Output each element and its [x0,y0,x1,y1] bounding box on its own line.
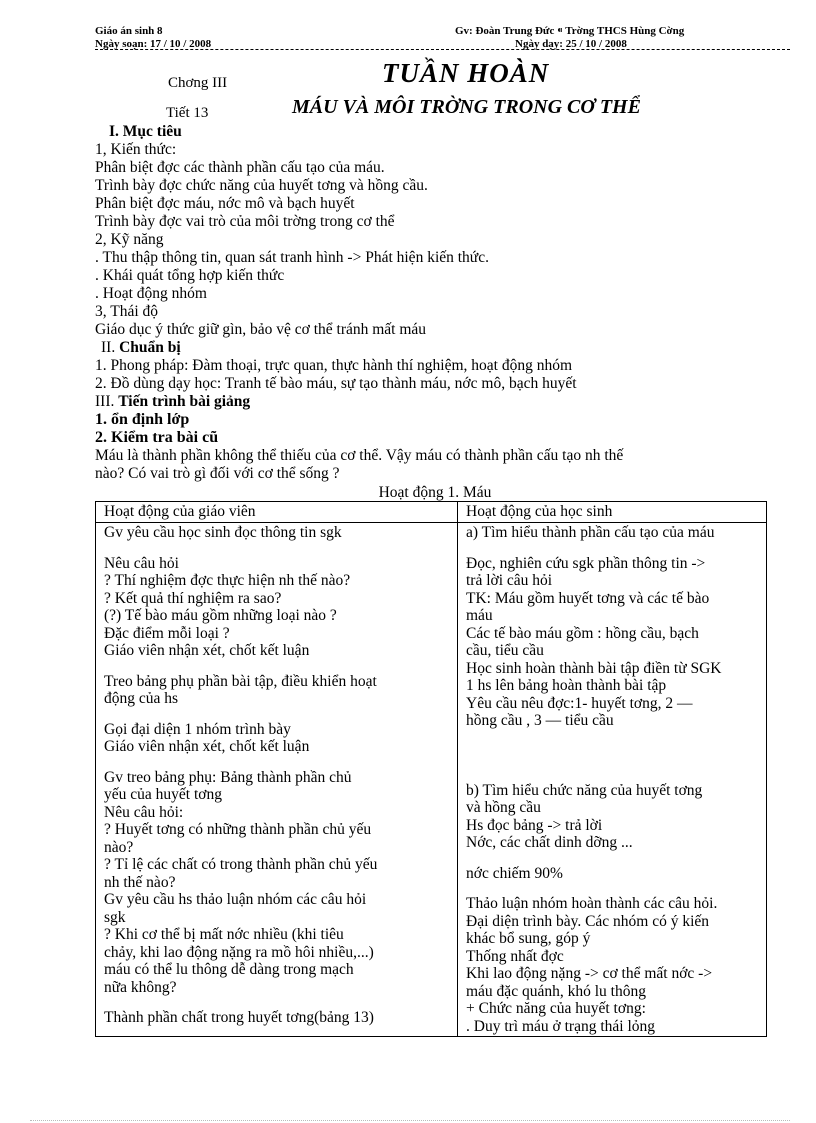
cell-line: sgk [104,908,126,926]
cell-line: Gv yêu cầu học sinh đọc thông tin sgk [104,524,342,541]
cell-line: máu [466,607,493,624]
cell-line: động của hs [104,690,179,707]
cell-line [466,852,758,865]
activity-title: Hoạt động 1. Máu [378,484,492,501]
cell-line: Đại diện trình bày. Các nhóm có ý kiến [466,912,710,930]
cell-line: Nớc, các chất dinh dỡng ... [466,834,633,851]
cell-line: Thảo luận nhóm hoàn thành các câu hỏi. [466,895,718,912]
body-line: 3, Thái độ [95,303,158,320]
cell-line: cầu, tiểu cầu [466,642,544,659]
cell-line: Đặc điểm mỗi loại ? [104,624,230,642]
table-row [96,523,767,1037]
lesson-body [95,123,775,483]
column-header-teacher: Hoạt động của giáo viên [96,502,458,523]
header-subject: Giáo án sinh 8 [95,25,163,37]
body-line: 2. Kiểm tra bài cũ [95,429,219,446]
cell-line: ? Huyết tơng có những thành phần chủ yếu [104,821,372,838]
body-line: 1, Kiến thức: [95,141,177,158]
cell-line: Khi lao động nặng -> cơ thể mất nớc -> [466,965,713,982]
cell-line: nớc chiếm 90% [466,864,563,882]
cell-line: nào? [104,838,134,856]
cell-line: Gv treo bảng phụ: Bảng thành phần chủ [104,768,352,786]
cell-line [104,660,449,673]
cell-line: Treo bảng phụ phần bài tập, điều khiển hoạt [104,672,377,690]
cell-line: nữa không? [104,978,177,996]
cell-line: Gọi đại diện 1 nhóm trình bày [104,720,291,738]
body-line: . Khái quát tổng hợp kiến thức [95,267,285,284]
cell-line: máu đặc quánh, khó lu thông [466,982,646,1000]
cell-line: ? Tỉ lệ các chất có trong thành phần chủ yếu [104,856,378,873]
cell-line [466,769,758,782]
header-divider [95,49,790,50]
cell-line [466,542,758,555]
cell-line [104,542,449,555]
cell-line: yếu của huyết tơng [104,786,222,803]
body-line: 2, Kỹ năng [95,231,164,248]
cell-line: a) Tìm hiểu thành phần cấu tạo của máu [466,524,715,541]
cell-line: Gv yêu cầu hs thảo luận nhóm các câu hỏi [104,891,367,908]
cell-line: (?) Tế bào máu gồm những loại nào ? [104,607,337,624]
cell-line: b) Tìm hiểu chức năng của huyết tơng [466,781,703,799]
cell-line: trả lời câu hỏi [466,572,553,589]
chapter-label: Chơng III [168,75,228,91]
cell-line [466,756,758,769]
body-line: Máu là thành phần không thể thiếu của cơ thể. Vậy máu có thành phần cấu tạo nh thế [95,447,624,464]
body-line: Giáo dục ý thức giữ gìn, bảo vệ cơ thể tránh mất máu [95,321,427,338]
header-teach-date: Ngày dạy: 25 / 10 / 2008 [515,38,627,50]
cell-line: Các tế bào máu gồm : hồng cầu, bạch [466,624,699,642]
body-line: Trình bày đợc chức năng của huyết tơng và hồng cầu. [95,177,428,194]
footer-divider [30,1120,790,1121]
header-teacher-school: Gv: Đoàn Trung Đức ⁌ Trờng THCS Hùng Cờng [455,25,685,37]
cell-line: Học sinh hoàn thành bài tập điền từ SGK [466,659,722,677]
body-line: Trình bày đợc vai trò của môi trờng trong cơ thể [95,213,395,230]
lesson-title: MÁU VÀ MÔI TRỜNG TRONG CƠ THỂ [292,96,641,118]
body-line: III. Tiến trình bài giảng [95,393,251,410]
body-line: . Thu thập thông tin, quan sát tranh hình -> Phát hiện kiến thức. [95,249,489,266]
cell-line: Nêu câu hỏi [104,554,179,572]
cell-line [104,996,449,1009]
cell-line [466,730,758,743]
body-line: . Hoạt động nhóm [95,285,207,302]
teacher-activity-cell [96,523,458,1037]
column-header-student: Hoạt động của học sinh [458,502,767,523]
body-line: Phân biệt đợc máu, nớc mô và bạch huyết [95,195,355,212]
cell-line: Nêu câu hỏi: [104,803,184,821]
student-activity-cell [458,523,767,1037]
body-line: 1. Phong pháp: Đàm thoại, trực quan, thực hành thí nghiệm, hoạt động nhóm [95,357,572,374]
activity-table [95,501,767,1037]
cell-line: hồng cầu , 3 — tiểu cầu [466,712,614,729]
body-line: II. Chuẩn bị [101,339,181,356]
cell-line: ? Kết quả thí nghiệm ra sao? [104,589,282,607]
page-header [95,25,790,51]
cell-line: chảy, khi lao động nặng ra mồ hôi nhiều,...) [104,943,374,961]
cell-line: Giáo viên nhận xét, chốt kết luận [104,738,310,755]
cell-line: khác bổ sung, góp ý [466,930,591,947]
cell-line: ? Khi cơ thể bị mất nớc nhiều (khi tiêu [104,926,344,943]
cell-line: Thành phần chất trong huyết tơng(bảng 13) [104,1009,374,1026]
cell-line: TK: Máu gồm huyết tơng và các tế bào [466,589,710,607]
cell-line: máu có thể lu thông dễ dàng trong mạch [104,961,354,978]
cell-line: và hồng cầu [466,799,541,816]
table-header-row [96,502,767,523]
cell-line: Đọc, nghiên cứu sgk phần thông tin -> [466,554,706,572]
cell-line [104,708,449,721]
body-line: 2. Đồ dùng dạy học: Tranh tế bào máu, sự tạo thành máu, nớc mô, bạch huyết [95,375,577,392]
cell-line: . Duy trì máu ở trạng thái lỏng [466,1017,655,1035]
cell-line: ? Thí nghiệm đợc thực hiện nh thế nào? [104,572,351,589]
cell-line: + Chức năng của huyết tơng: [466,1000,646,1017]
body-line: nào? Có vai trò gì đối với cơ thể sống ? [95,465,340,482]
cell-line: 1 hs lên bảng hoàn thành bài tập [466,677,667,694]
cell-line [466,882,758,895]
header-prepare-date: Ngày soạn: 17 / 10 / 2008 [95,38,212,50]
cell-line: Hs đọc bảng -> trả lời [466,816,603,834]
body-line: I. Mục tiêu [109,123,182,140]
chapter-title: TUẦN HOÀN [382,58,550,88]
body-line: Phân biệt đợc các thành phần cấu tạo của máu. [95,159,385,176]
cell-line: nh thế nào? [104,873,176,891]
body-line: 1. ổn định lớp [95,411,190,428]
cell-line: Yêu cầu nêu đợc:1- huyết tơng, 2 — [466,694,693,712]
cell-line: Thống nhất đợc [466,947,564,965]
cell-line [466,743,758,756]
cell-line: Giáo viên nhận xét, chốt kết luận [104,642,310,659]
lesson-label: Tiết 13 [166,105,209,121]
cell-line [104,756,449,769]
